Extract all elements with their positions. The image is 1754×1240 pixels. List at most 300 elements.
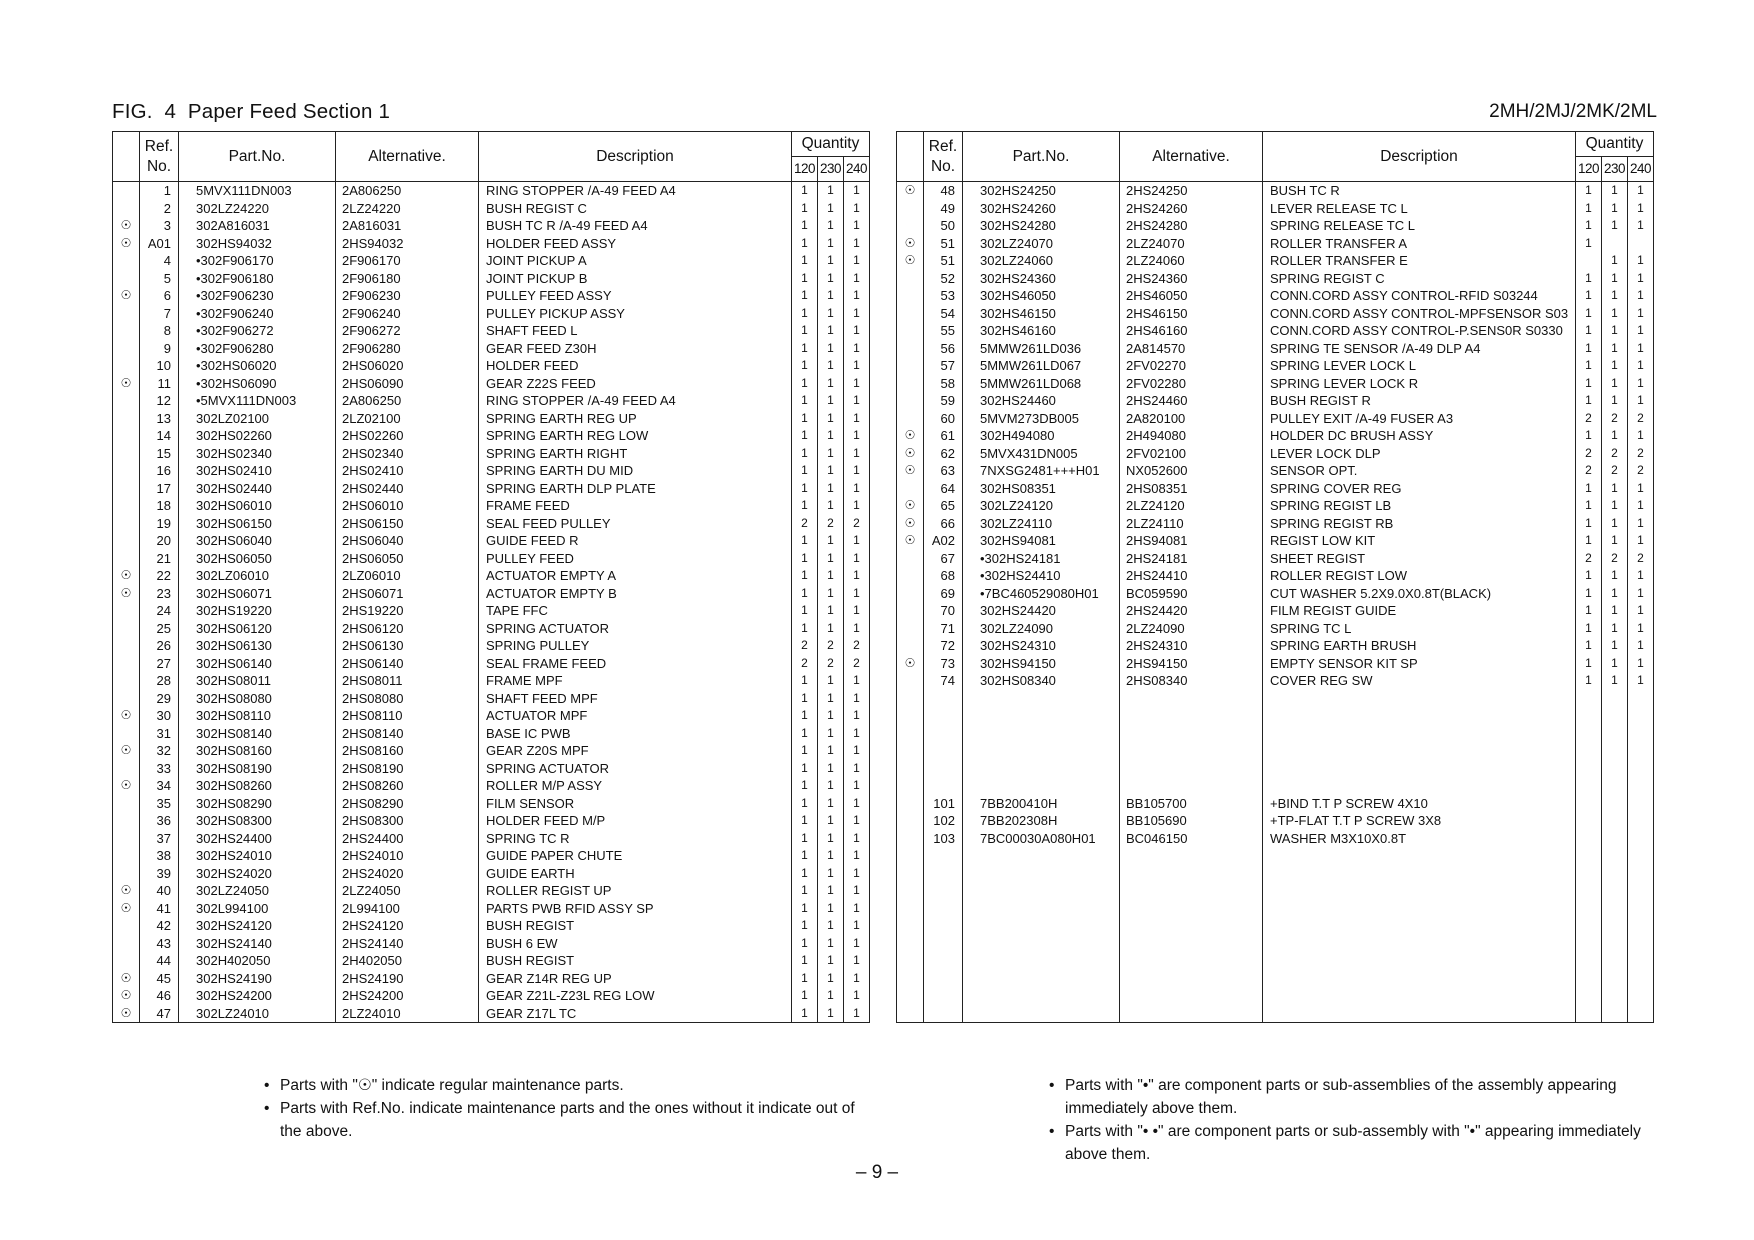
qty-120: 1 xyxy=(1576,620,1602,638)
qty-240: 1 xyxy=(1628,497,1654,515)
qty-120: 1 xyxy=(792,340,818,358)
qty-240: 2 xyxy=(1628,410,1654,428)
ref-no: 32 xyxy=(140,742,179,760)
description: GUIDE FEED R xyxy=(479,532,792,550)
qty-120: 1 xyxy=(792,497,818,515)
description xyxy=(1263,1005,1576,1023)
description: PULLEY FEED ASSY xyxy=(479,287,792,305)
qty-230: 1 xyxy=(1602,287,1628,305)
description: RING STOPPER /A-49 FEED A4 xyxy=(479,392,792,410)
table-row xyxy=(113,567,870,585)
alternative-part-no: 2H494080 xyxy=(1120,427,1263,445)
ref-no: 52 xyxy=(924,270,963,288)
ref-no: 16 xyxy=(140,462,179,480)
alternative-part-no: 2HS08260 xyxy=(336,777,479,795)
qty-240: 1 xyxy=(844,357,870,375)
alternative-part-no: 2LZ24060 xyxy=(1120,252,1263,270)
part-no: 302HS06040 xyxy=(179,532,336,550)
table-row xyxy=(897,567,1654,585)
note-text: Parts with "• •" are component parts or sub-assembly with "•" appearing immediately above them. xyxy=(1065,1123,1641,1163)
maintenance-mark xyxy=(113,252,140,270)
qty-240: 1 xyxy=(844,532,870,550)
maintenance-mark xyxy=(113,462,140,480)
mark-column-header xyxy=(113,132,140,182)
ref-no: 29 xyxy=(140,690,179,708)
qty-240: 1 xyxy=(844,270,870,288)
note-text: Parts with "☉" indicate regular maintenance parts. xyxy=(280,1077,624,1094)
alternative-part-no: 2HS94032 xyxy=(336,235,479,253)
maintenance-mark xyxy=(113,550,140,568)
qty-230: 1 xyxy=(818,270,844,288)
qty-230 xyxy=(1602,742,1628,760)
quantity-230-header: 230 xyxy=(1602,157,1628,182)
qty-240: 1 xyxy=(844,1005,870,1023)
qty-120: 1 xyxy=(1576,567,1602,585)
part-no: 302HS24420 xyxy=(963,602,1120,620)
ref-no: 31 xyxy=(140,725,179,743)
ref-no: 73 xyxy=(924,655,963,673)
table-row xyxy=(113,252,870,270)
table-row xyxy=(113,217,870,235)
qty-120: 1 xyxy=(792,830,818,848)
qty-230: 1 xyxy=(1602,655,1628,673)
table-row xyxy=(113,760,870,778)
maintenance-mark xyxy=(113,480,140,498)
qty-240: 1 xyxy=(1628,515,1654,533)
part-no xyxy=(963,935,1120,953)
qty-240: 1 xyxy=(1628,567,1654,585)
maintenance-mark xyxy=(897,865,924,883)
description xyxy=(1263,900,1576,918)
table-row xyxy=(897,235,1654,253)
maintenance-mark xyxy=(113,357,140,375)
description: SPRING TC R xyxy=(479,830,792,848)
description: ACTUATOR MPF xyxy=(479,707,792,725)
table-row xyxy=(113,375,870,393)
part-no: 302LZ24070 xyxy=(963,235,1120,253)
table-row xyxy=(113,497,870,515)
qty-240: 1 xyxy=(844,305,870,323)
qty-230: 1 xyxy=(818,882,844,900)
ref-no xyxy=(924,865,963,883)
qty-230: 1 xyxy=(1602,200,1628,218)
description: GUIDE PAPER CHUTE xyxy=(479,847,792,865)
ref-no: 69 xyxy=(924,585,963,603)
qty-240: 1 xyxy=(844,970,870,988)
qty-230: 1 xyxy=(818,252,844,270)
part-no: 302HS08340 xyxy=(963,672,1120,690)
alternative-header: Alternative. xyxy=(336,132,479,182)
ref-no: 19 xyxy=(140,515,179,533)
ref-no: 101 xyxy=(924,795,963,813)
description: SPRING ACTUATOR xyxy=(479,620,792,638)
qty-120 xyxy=(1576,847,1602,865)
qty-230: 1 xyxy=(818,602,844,620)
qty-240: 1 xyxy=(844,235,870,253)
qty-240: 1 xyxy=(1628,200,1654,218)
table-row xyxy=(113,725,870,743)
qty-230: 1 xyxy=(818,217,844,235)
ref-no: 13 xyxy=(140,410,179,428)
note-item xyxy=(264,1097,864,1143)
ref-no: 59 xyxy=(924,392,963,410)
qty-240: 1 xyxy=(1628,602,1654,620)
qty-240: 1 xyxy=(844,707,870,725)
qty-240: 1 xyxy=(1628,655,1654,673)
part-no-header: Part.No. xyxy=(179,132,336,182)
maintenance-mark xyxy=(897,357,924,375)
maintenance-mark xyxy=(113,847,140,865)
ref-no: 20 xyxy=(140,532,179,550)
alternative-part-no: 2HS24400 xyxy=(336,830,479,848)
part-no: 302HS08080 xyxy=(179,690,336,708)
table-row xyxy=(897,340,1654,358)
qty-230: 1 xyxy=(1602,340,1628,358)
qty-120: 1 xyxy=(1576,182,1602,200)
qty-230: 2 xyxy=(818,637,844,655)
ref-no xyxy=(924,725,963,743)
description: BUSH REGIST xyxy=(479,917,792,935)
qty-120: 2 xyxy=(1576,550,1602,568)
qty-230: 1 xyxy=(818,585,844,603)
maintenance-mark xyxy=(113,760,140,778)
ref-no xyxy=(924,690,963,708)
part-no: 302HS46160 xyxy=(963,322,1120,340)
table-row xyxy=(897,287,1654,305)
qty-230: 1 xyxy=(1602,480,1628,498)
ref-no: 66 xyxy=(924,515,963,533)
alternative-part-no: 2HS46050 xyxy=(1120,287,1263,305)
alternative-part-no: 2HS06040 xyxy=(336,532,479,550)
qty-230: 1 xyxy=(818,795,844,813)
table-row xyxy=(113,830,870,848)
qty-240: 1 xyxy=(844,620,870,638)
qty-230: 1 xyxy=(818,952,844,970)
maintenance-mark xyxy=(113,812,140,830)
qty-230: 1 xyxy=(818,865,844,883)
alternative-part-no: 2HS24250 xyxy=(1120,182,1263,200)
qty-230 xyxy=(1602,795,1628,813)
qty-230: 2 xyxy=(1602,550,1628,568)
qty-120 xyxy=(1576,795,1602,813)
table-row xyxy=(897,690,1654,708)
qty-120: 2 xyxy=(792,655,818,673)
part-no: •5MVX111DN003 xyxy=(179,392,336,410)
alternative-part-no xyxy=(1120,1005,1263,1023)
alternative-part-no: 2HS08160 xyxy=(336,742,479,760)
description: SPRING COVER REG xyxy=(1263,480,1576,498)
qty-230: 1 xyxy=(818,322,844,340)
description xyxy=(1263,742,1576,760)
description: GEAR Z22S FEED xyxy=(479,375,792,393)
table-row xyxy=(113,970,870,988)
qty-230: 1 xyxy=(818,462,844,480)
alternative-part-no: 2HS06140 xyxy=(336,655,479,673)
qty-230: 1 xyxy=(1602,602,1628,620)
qty-120 xyxy=(1576,812,1602,830)
part-no: 302LZ24220 xyxy=(179,200,336,218)
description: BUSH 6 EW xyxy=(479,935,792,953)
qty-230: 1 xyxy=(818,287,844,305)
maintenance-mark xyxy=(113,725,140,743)
part-no xyxy=(963,760,1120,778)
part-no: 302HS94150 xyxy=(963,655,1120,673)
qty-120: 1 xyxy=(792,970,818,988)
ref-no: 24 xyxy=(140,602,179,620)
qty-120: 1 xyxy=(792,567,818,585)
qty-240: 1 xyxy=(844,987,870,1005)
qty-230: 1 xyxy=(818,445,844,463)
qty-120: 1 xyxy=(1576,305,1602,323)
description: COVER REG SW xyxy=(1263,672,1576,690)
qty-240 xyxy=(1628,777,1654,795)
qty-240: 1 xyxy=(1628,672,1654,690)
ref-no: 68 xyxy=(924,567,963,585)
alternative-part-no: 2F906280 xyxy=(336,340,479,358)
qty-240: 1 xyxy=(1628,585,1654,603)
ref-no: A01 xyxy=(140,235,179,253)
part-no: 302HS94081 xyxy=(963,532,1120,550)
notes-left xyxy=(264,1074,864,1143)
table-row xyxy=(113,550,870,568)
note-text: Parts with Ref.No. indicate maintenance parts and the ones without it indicate out of the above. xyxy=(280,1100,855,1140)
maintenance-mark xyxy=(897,637,924,655)
qty-230: 1 xyxy=(818,392,844,410)
qty-120 xyxy=(1576,865,1602,883)
part-no: •302HS24181 xyxy=(963,550,1120,568)
qty-120: 1 xyxy=(1576,585,1602,603)
qty-240: 1 xyxy=(1628,532,1654,550)
part-no: 5MVM273DB005 xyxy=(963,410,1120,428)
part-no: 5MMW261LD036 xyxy=(963,340,1120,358)
alternative-part-no: 2HS24410 xyxy=(1120,567,1263,585)
alternative-part-no xyxy=(1120,777,1263,795)
qty-240: 1 xyxy=(1628,182,1654,200)
maintenance-mark: ☉ xyxy=(897,235,924,253)
description: BUSH TC R xyxy=(1263,182,1576,200)
maintenance-mark xyxy=(113,515,140,533)
part-no: •302F906180 xyxy=(179,270,336,288)
qty-120: 1 xyxy=(792,777,818,795)
maintenance-mark: ☉ xyxy=(897,445,924,463)
description: SHAFT FEED MPF xyxy=(479,690,792,708)
table-row xyxy=(897,602,1654,620)
alternative-part-no: 2LZ02100 xyxy=(336,410,479,428)
qty-120: 1 xyxy=(1576,515,1602,533)
description xyxy=(1263,917,1576,935)
qty-230 xyxy=(1602,760,1628,778)
part-no: 302HS06050 xyxy=(179,550,336,568)
alternative-part-no: 2HS08300 xyxy=(336,812,479,830)
part-no: 302HS08351 xyxy=(963,480,1120,498)
qty-230: 1 xyxy=(818,480,844,498)
table-row xyxy=(897,987,1654,1005)
qty-120 xyxy=(1576,725,1602,743)
ref-no: 23 xyxy=(140,585,179,603)
part-no: 7BB200410H xyxy=(963,795,1120,813)
qty-240: 1 xyxy=(844,777,870,795)
description: REGIST LOW KIT xyxy=(1263,532,1576,550)
alternative-part-no: 2HS06090 xyxy=(336,375,479,393)
table-row xyxy=(897,217,1654,235)
part-no: 302H494080 xyxy=(963,427,1120,445)
table-row xyxy=(113,235,870,253)
maintenance-mark xyxy=(897,847,924,865)
qty-230 xyxy=(1602,812,1628,830)
ref-no: 70 xyxy=(924,602,963,620)
qty-240 xyxy=(1628,795,1654,813)
table-row xyxy=(897,322,1654,340)
maintenance-mark xyxy=(897,392,924,410)
qty-120: 1 xyxy=(792,322,818,340)
part-no: 302HS08290 xyxy=(179,795,336,813)
qty-230: 1 xyxy=(1602,322,1628,340)
part-no: 302HS02410 xyxy=(179,462,336,480)
part-no: 302A816031 xyxy=(179,217,336,235)
qty-230 xyxy=(1602,865,1628,883)
ref-no: 51 xyxy=(924,252,963,270)
qty-230 xyxy=(1602,235,1628,253)
qty-240 xyxy=(1628,742,1654,760)
qty-120: 1 xyxy=(792,392,818,410)
maintenance-mark xyxy=(897,480,924,498)
qty-240: 2 xyxy=(1628,445,1654,463)
ref-no: 63 xyxy=(924,462,963,480)
ref-no xyxy=(924,1005,963,1023)
bullet: • xyxy=(1049,1077,1055,1094)
part-no: 302LZ24110 xyxy=(963,515,1120,533)
ref-no: 53 xyxy=(924,287,963,305)
table-row xyxy=(897,480,1654,498)
qty-230 xyxy=(1602,935,1628,953)
part-no: 302HS02340 xyxy=(179,445,336,463)
alternative-part-no xyxy=(1120,952,1263,970)
part-no xyxy=(963,742,1120,760)
alternative-part-no: 2A820100 xyxy=(1120,410,1263,428)
qty-230: 1 xyxy=(818,340,844,358)
table-row xyxy=(113,672,870,690)
part-no: •302HS06020 xyxy=(179,357,336,375)
alternative-part-no: 2LZ24110 xyxy=(1120,515,1263,533)
qty-240: 1 xyxy=(844,497,870,515)
qty-120: 1 xyxy=(1576,340,1602,358)
part-no: •302F906230 xyxy=(179,287,336,305)
bullet: • xyxy=(1049,1123,1055,1140)
table-row xyxy=(897,375,1654,393)
part-no: 302HS24020 xyxy=(179,865,336,883)
maintenance-mark: ☉ xyxy=(897,532,924,550)
ref-no: 17 xyxy=(140,480,179,498)
qty-240: 1 xyxy=(1628,375,1654,393)
qty-230: 1 xyxy=(818,305,844,323)
part-no: 302HS08110 xyxy=(179,707,336,725)
ref-no: 41 xyxy=(140,900,179,918)
alternative-part-no: 2HS06130 xyxy=(336,637,479,655)
maintenance-mark xyxy=(897,270,924,288)
description: +TP-FLAT T.T P SCREW 3X8 xyxy=(1263,812,1576,830)
alternative-part-no: 2H402050 xyxy=(336,952,479,970)
qty-230: 1 xyxy=(818,812,844,830)
table-row xyxy=(113,357,870,375)
qty-230: 1 xyxy=(1602,357,1628,375)
description: WASHER M3X10X0.8T xyxy=(1263,830,1576,848)
alternative-part-no: 2HS24120 xyxy=(336,917,479,935)
qty-120: 1 xyxy=(1576,602,1602,620)
description: SENSOR OPT. xyxy=(1263,462,1576,480)
part-no xyxy=(963,707,1120,725)
table-row xyxy=(113,812,870,830)
description: SHAFT FEED L xyxy=(479,322,792,340)
qty-240 xyxy=(1628,235,1654,253)
qty-240: 1 xyxy=(844,480,870,498)
maintenance-mark: ☉ xyxy=(113,1005,140,1023)
qty-240: 1 xyxy=(844,287,870,305)
ref-no: 62 xyxy=(924,445,963,463)
description: ROLLER TRANSFER E xyxy=(1263,252,1576,270)
part-no: 302HS24310 xyxy=(963,637,1120,655)
table-row xyxy=(897,760,1654,778)
ref-no: 57 xyxy=(924,357,963,375)
part-no: 302HS08260 xyxy=(179,777,336,795)
ref-no: 43 xyxy=(140,935,179,953)
table-row xyxy=(897,445,1654,463)
qty-230: 1 xyxy=(818,987,844,1005)
qty-240 xyxy=(1628,935,1654,953)
note-item xyxy=(1049,1074,1649,1120)
alternative-part-no: 2HS24181 xyxy=(1120,550,1263,568)
qty-120 xyxy=(1576,690,1602,708)
maintenance-mark xyxy=(897,620,924,638)
qty-230: 1 xyxy=(818,1005,844,1023)
part-no xyxy=(963,900,1120,918)
part-no xyxy=(963,987,1120,1005)
qty-230: 1 xyxy=(818,707,844,725)
alternative-part-no: 2HS06010 xyxy=(336,497,479,515)
alternative-part-no: 2HS02340 xyxy=(336,445,479,463)
qty-230: 1 xyxy=(818,567,844,585)
description: ROLLER M/P ASSY xyxy=(479,777,792,795)
qty-120: 1 xyxy=(1576,497,1602,515)
quantity-120-header: 120 xyxy=(792,157,818,182)
part-no: 302LZ24060 xyxy=(963,252,1120,270)
ref-no: 45 xyxy=(140,970,179,988)
maintenance-mark xyxy=(113,830,140,848)
qty-120: 1 xyxy=(1576,655,1602,673)
description: PULLEY PICKUP ASSY xyxy=(479,305,792,323)
maintenance-mark xyxy=(113,672,140,690)
qty-240: 1 xyxy=(844,392,870,410)
qty-240: 1 xyxy=(844,812,870,830)
qty-230: 1 xyxy=(818,532,844,550)
qty-230: 1 xyxy=(818,777,844,795)
qty-240 xyxy=(1628,900,1654,918)
description: GUIDE EARTH xyxy=(479,865,792,883)
table-row xyxy=(897,655,1654,673)
qty-240 xyxy=(1628,830,1654,848)
qty-120: 1 xyxy=(792,620,818,638)
alternative-part-no xyxy=(1120,725,1263,743)
part-no: 302LZ24010 xyxy=(179,1005,336,1023)
table-row xyxy=(113,270,870,288)
part-no: •302F906280 xyxy=(179,340,336,358)
ref-no: 27 xyxy=(140,655,179,673)
part-no: 302HS24120 xyxy=(179,917,336,935)
table-row xyxy=(897,1005,1654,1023)
qty-230: 1 xyxy=(818,200,844,218)
maintenance-mark: ☉ xyxy=(113,900,140,918)
qty-230: 1 xyxy=(818,375,844,393)
ref-no: 67 xyxy=(924,550,963,568)
